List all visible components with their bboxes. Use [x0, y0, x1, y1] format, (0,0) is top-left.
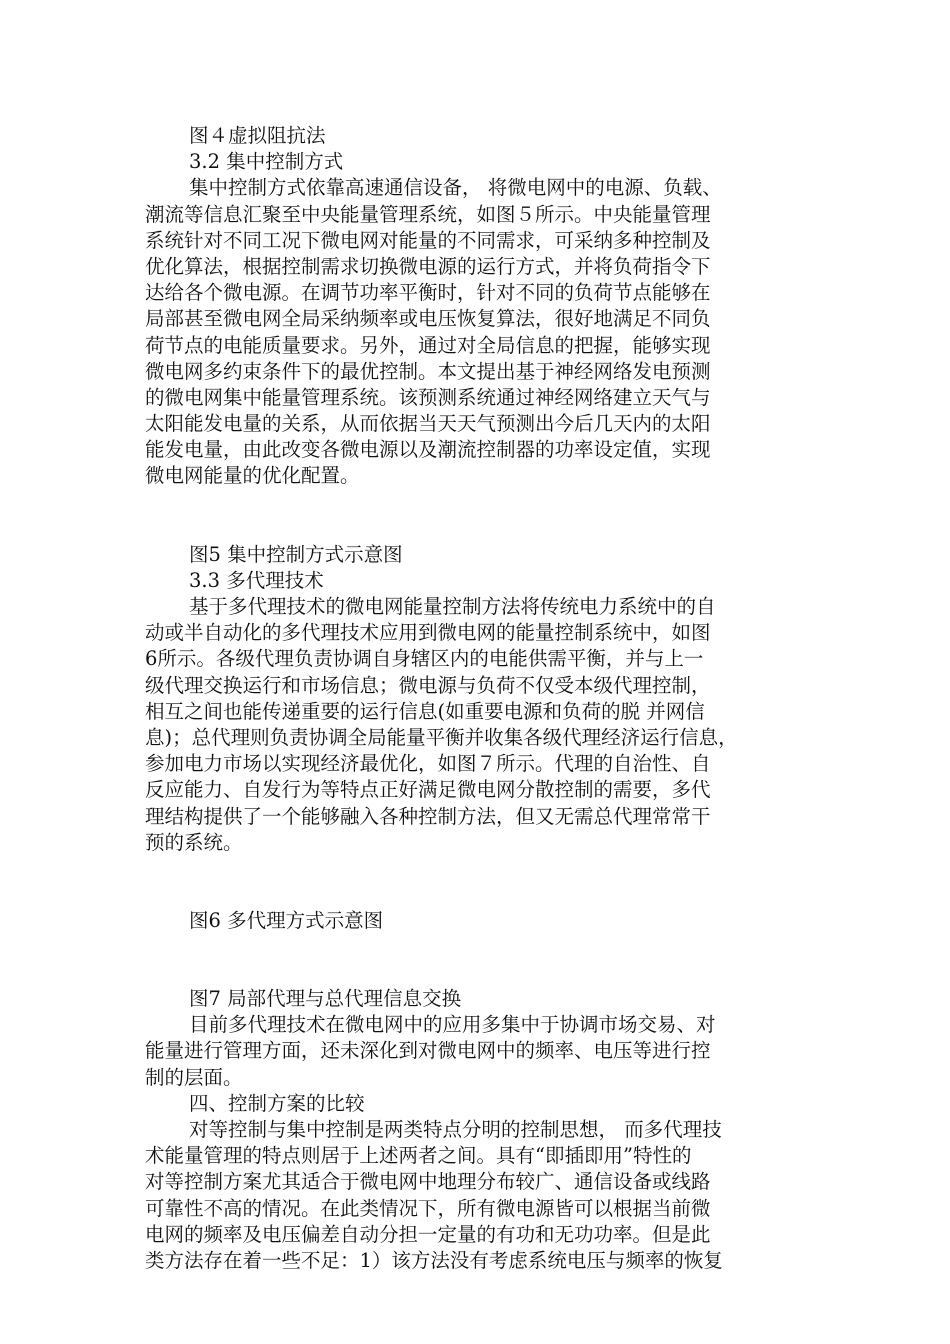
figure-5-caption: 图5 集中控制方式示意图	[189, 542, 403, 566]
paragraph-line: 相互之间也能传递重要的运行信息(如重要电源和负荷的脱 并网信	[145, 699, 705, 723]
paragraph-line: 能发电量，由此改变各微电源以及潮流控制器的功率设定值，实现	[145, 438, 711, 462]
paragraph-line: 类方法存在着一些不足：1）该方法没有考虑系统电压与频率的恢复	[145, 1248, 723, 1272]
section-4-paragraph	[145, 1117, 810, 1274]
figure-5-placeholder	[145, 490, 810, 542]
paragraph-line: 的微电网集中能量管理系统。该预测系统通过神经网络建立天气与	[145, 385, 711, 409]
paragraph-line: 预的系统。	[145, 830, 243, 854]
paragraph-line: 理结构提供了一个能够融入各种控制方法，但又无需总代理常常干	[145, 804, 711, 828]
paragraph-line: 局部甚至微电网全局采纳频率或电压恢复算法，很好地满足不同负	[145, 307, 711, 331]
paragraph-line: 系统针对不同工况下微电网对能量的不同需求，可采纳多种控制及	[145, 228, 711, 252]
section-3-3-paragraph	[145, 594, 810, 856]
figure-6-placeholder	[145, 856, 810, 908]
paragraph-line: 能量进行管理方面，还未深化到对微电网中的频率、电压等进行控	[145, 1039, 711, 1063]
paragraph-line: 基于多代理技术的微电网能量控制方法将传统电力系统中的自	[189, 595, 716, 618]
paragraph-line: 息)；总代理则负责协调全局能量平衡并收集各级代理经济运行信息，	[145, 725, 738, 749]
paragraph-line: 可靠性不高的情况。在此类情况下，所有微电源皆可以根据当前微	[145, 1196, 711, 1220]
paragraph-line: 目前多代理技术在微电网中的应用多集中于协调市场交易、对	[189, 1013, 716, 1037]
paragraph-line: 术能量管理的特点则居于上述两者之间。具有“即插即用”特性的	[145, 1144, 692, 1168]
paragraph-line: 6所示。各级代理负责协调自身辖区内的电能供需平衡，并与上一	[145, 647, 704, 671]
paragraph-line: 反应能力、自发行为等特点正好满足微电网分散控制的需要，多代	[145, 778, 711, 802]
paragraph-line: 参加电力市场以实现经济最优化，如图７所示。代理的自治性、自	[145, 752, 711, 776]
section-4-heading: 四、控制方案的比较	[189, 1091, 365, 1115]
paragraph-line: 达给各个微电源。在调节功率平衡时，针对不同的负荷节点能够在	[145, 281, 711, 305]
paragraph-line: 太阳能发电量的关系，从而依据当天天气预测出今后几天内的太阳	[145, 412, 711, 436]
paragraph-line: 优化算法，根据控制需求切换微电源的运行方式，并将负荷指令下	[145, 254, 711, 278]
document-page	[145, 123, 810, 1274]
paragraph-line: 级代理交换运行和市场信息；微电源与负荷不仅受本级代理控制，	[145, 673, 711, 697]
figure-4-caption: 图４虚拟阻抗法	[189, 124, 326, 147]
paragraph-line: 微电网能量的优化配置。	[145, 464, 360, 488]
figure-6-caption: 图6 多代理方式示意图	[189, 908, 384, 932]
figure-7-placeholder	[145, 934, 810, 986]
paragraph-line: 荷节点的电能质量要求。另外，通过对全局信息的把握，能够实现	[145, 333, 711, 357]
after-figure-7-paragraph	[145, 1012, 810, 1091]
paragraph-line: 微电网多约束条件下的最优控制。本文提出基于神经网络发电预测	[145, 359, 711, 383]
paragraph-line: 制的层面。	[145, 1065, 243, 1089]
paragraph-line: 潮流等信息汇聚至中央能量管理系统，如图５所示。中央能量管理	[145, 202, 711, 226]
paragraph-line: 电网的频率及电压偏差自动分担一定量的有功和无功功率。但是此	[145, 1222, 711, 1246]
figure-7-caption: 图7 局部代理与总代理信息交换	[189, 987, 462, 1011]
paragraph-line: 对等控制与集中控制是两类特点分明的控制思想， 而多代理技	[189, 1118, 722, 1141]
paragraph-line: 动或半自动化的多代理技术应用到微电网的能量控制系统中，如图	[145, 621, 711, 645]
section-3-2-heading: 3.2 集中控制方式	[189, 150, 344, 174]
section-3-3-heading: 3.3 多代理技术	[189, 568, 324, 592]
section-3-2-paragraph	[145, 175, 810, 489]
paragraph-line: 集中控制方式依靠高速通信设备， 将微电网中的电源、负载、	[189, 176, 722, 200]
paragraph-line: 对等控制方案尤其适合于微电网中地理分布较广、通信设备或线路	[145, 1170, 711, 1194]
